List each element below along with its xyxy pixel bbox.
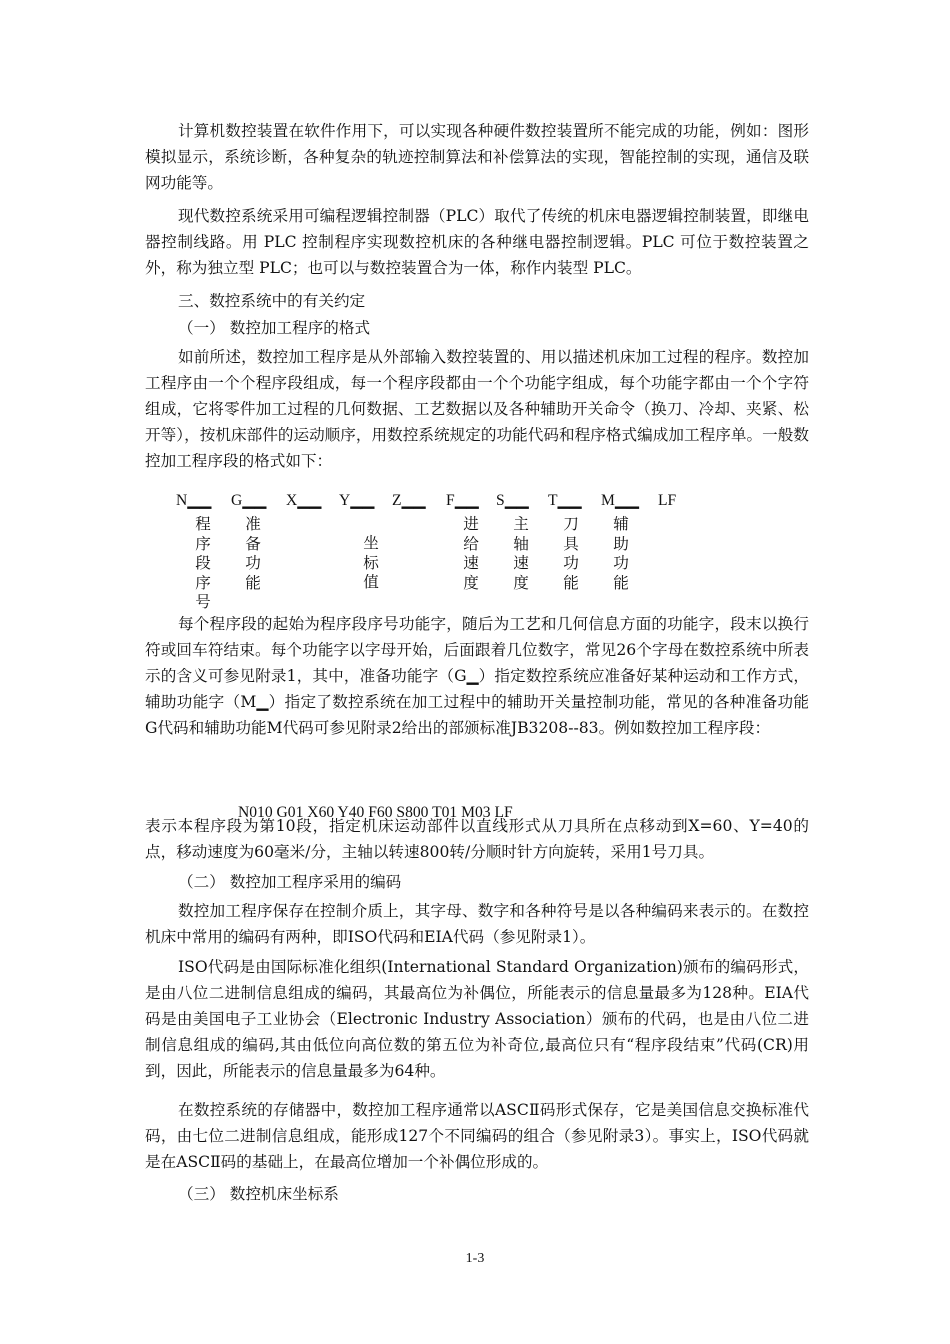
format-code-lf: LF — [658, 492, 677, 509]
paragraph-ascii: 在数控系统的存储器中，数控加工程序通常以ASCⅡ码形式保存，它是美国信息交换标准代码，由七位二进制信息组成，能形成127个不同编码的组合（参见附录3）。事实上，ISO代码就是在ASCⅡ码的基础上，在最高位增加一个补偶位形成的。 — [145, 1101, 809, 1171]
format-code-m: M▁▁ — [601, 492, 639, 509]
label-preparatory-function: 准备功能 — [245, 515, 261, 592]
label-coordinate-value: 坐标值 — [363, 534, 379, 591]
paragraph-cnc-software-functions: 计算机数控装置在软件作用下，可以实现各种硬件数控装置所不能完成的功能，例如：图形模拟显示，系统诊断，各种复杂的轨迹控制算法和补偿算法的实现，智能控制的实现，通信及联网功能等。 — [145, 122, 809, 192]
format-code-x: X▁▁ — [286, 492, 322, 509]
paragraph-encoding: 数控加工程序保存在控制介质上，其字母、数字和各种符号是以各种编码来表示的。在数控机床中常用的编码有两种，即ISO代码和EIA代码（参见附录1）。 — [145, 902, 809, 946]
label-sequence-number: 程序段序号 — [195, 515, 211, 611]
label-miscellaneous-function: 辅助功能 — [613, 515, 629, 592]
label-tool-function: 刀具功能 — [563, 515, 579, 592]
paragraph-iso-eia: ISO代码是由国际标准化组织(International Standard Organization)颁布的编码形式，是由八位二进制信息组成的编码，其最高位为补偶位，所能表示的信息量最多为128种。EIA代码是由美国电子工业协会（Electronic Industry Association）颁布的代码，也是由八位二进制信息组成的编码,其由低位向高位数的第五位为补奇位,最高位只有“程序段结束”代码(CR)用到，因此，所能表示的信息量最多为64种。 — [145, 958, 809, 1080]
paragraph-example-explanation: 表示本程序段为第10段，指定机床运动部件以直线形式从刀具所在点移动到X=60、Y=40的点，移动速度为60毫米/分，主轴以转速800转/分顺时针方向旋转，采用1号刀具。 — [145, 817, 809, 861]
label-feed-rate: 进给速度 — [463, 515, 479, 592]
subsection-heading-coordinate-system: （三） 数控机床坐标系 — [178, 1185, 339, 1203]
format-code-f: F▁▁ — [446, 492, 479, 509]
paragraph-program-format: 如前所述，数控加工程序是从外部输入数控装置的、用以描述机床加工过程的程序。数控加工程序由一个个程序段组成，每一个程序段都由一个个功能字组成，每个功能字都由一个个字符组成，它将零件加工过程的几何数据、工艺数据以及各种辅助开关命令（换刀、冷却、夹紧、松开等），按机床部件的运动顺序，用数控系统规定的功能代码和程序格式编成加工程序单。一般数控加工程序段的格式如下： — [145, 348, 809, 470]
paragraph-plc: 现代数控系统采用可编程逻辑控制器（PLC）取代了传统的机床电器逻辑控制装置，即继电器控制线路。用 PLC 控制程序实现数控机床的各种继电器控制逻辑。PLC 可位于数控装置之外，称为独立型 PLC；也可以与数控装置合为一体，称作内装型 PLC。 — [145, 207, 809, 277]
section-heading-conventions: 三、数控系统中的有关约定 — [178, 292, 366, 310]
format-code-s: S▁▁ — [496, 492, 529, 509]
example-program-block: N010 G01 X60 Y40 F60 S800 T01 M03 LF — [238, 803, 513, 821]
format-code-g: G▁▁ — [231, 492, 267, 509]
page-number: 1-3 — [465, 1251, 485, 1266]
format-code-t: T▁▁ — [548, 492, 582, 509]
format-code-n: N▁▁ — [176, 492, 212, 509]
paragraph-block-structure: 每个程序段的起始为程序段序号功能字，随后为工艺和几何信息方面的功能字，段末以换行符或回车符结束。每个功能字以字母开始，后面跟着几位数字，常见26个字母在数控系统中所表示的含义可参见附录1，其中，准备功能字（G▁）指定数控系统应准备好某种运动和工作方式，辅助功能字（M▁）指定了数控系统在加工过程中的辅助开关量控制功能，常见的各种准备功能G代码和辅助功能M代码可参见附录2给出的部颁标准JB3208--83。例如数控加工程序段： — [145, 615, 809, 737]
subsection-heading-program-format: （一） 数控加工程序的格式 — [178, 319, 371, 337]
format-code-y: Y▁▁ — [339, 492, 375, 509]
format-code-z: Z▁▁ — [392, 492, 426, 509]
subsection-heading-encoding: （二） 数控加工程序采用的编码 — [178, 873, 402, 891]
program-block-format-diagram — [176, 490, 736, 610]
label-spindle-speed: 主轴速度 — [513, 515, 529, 592]
